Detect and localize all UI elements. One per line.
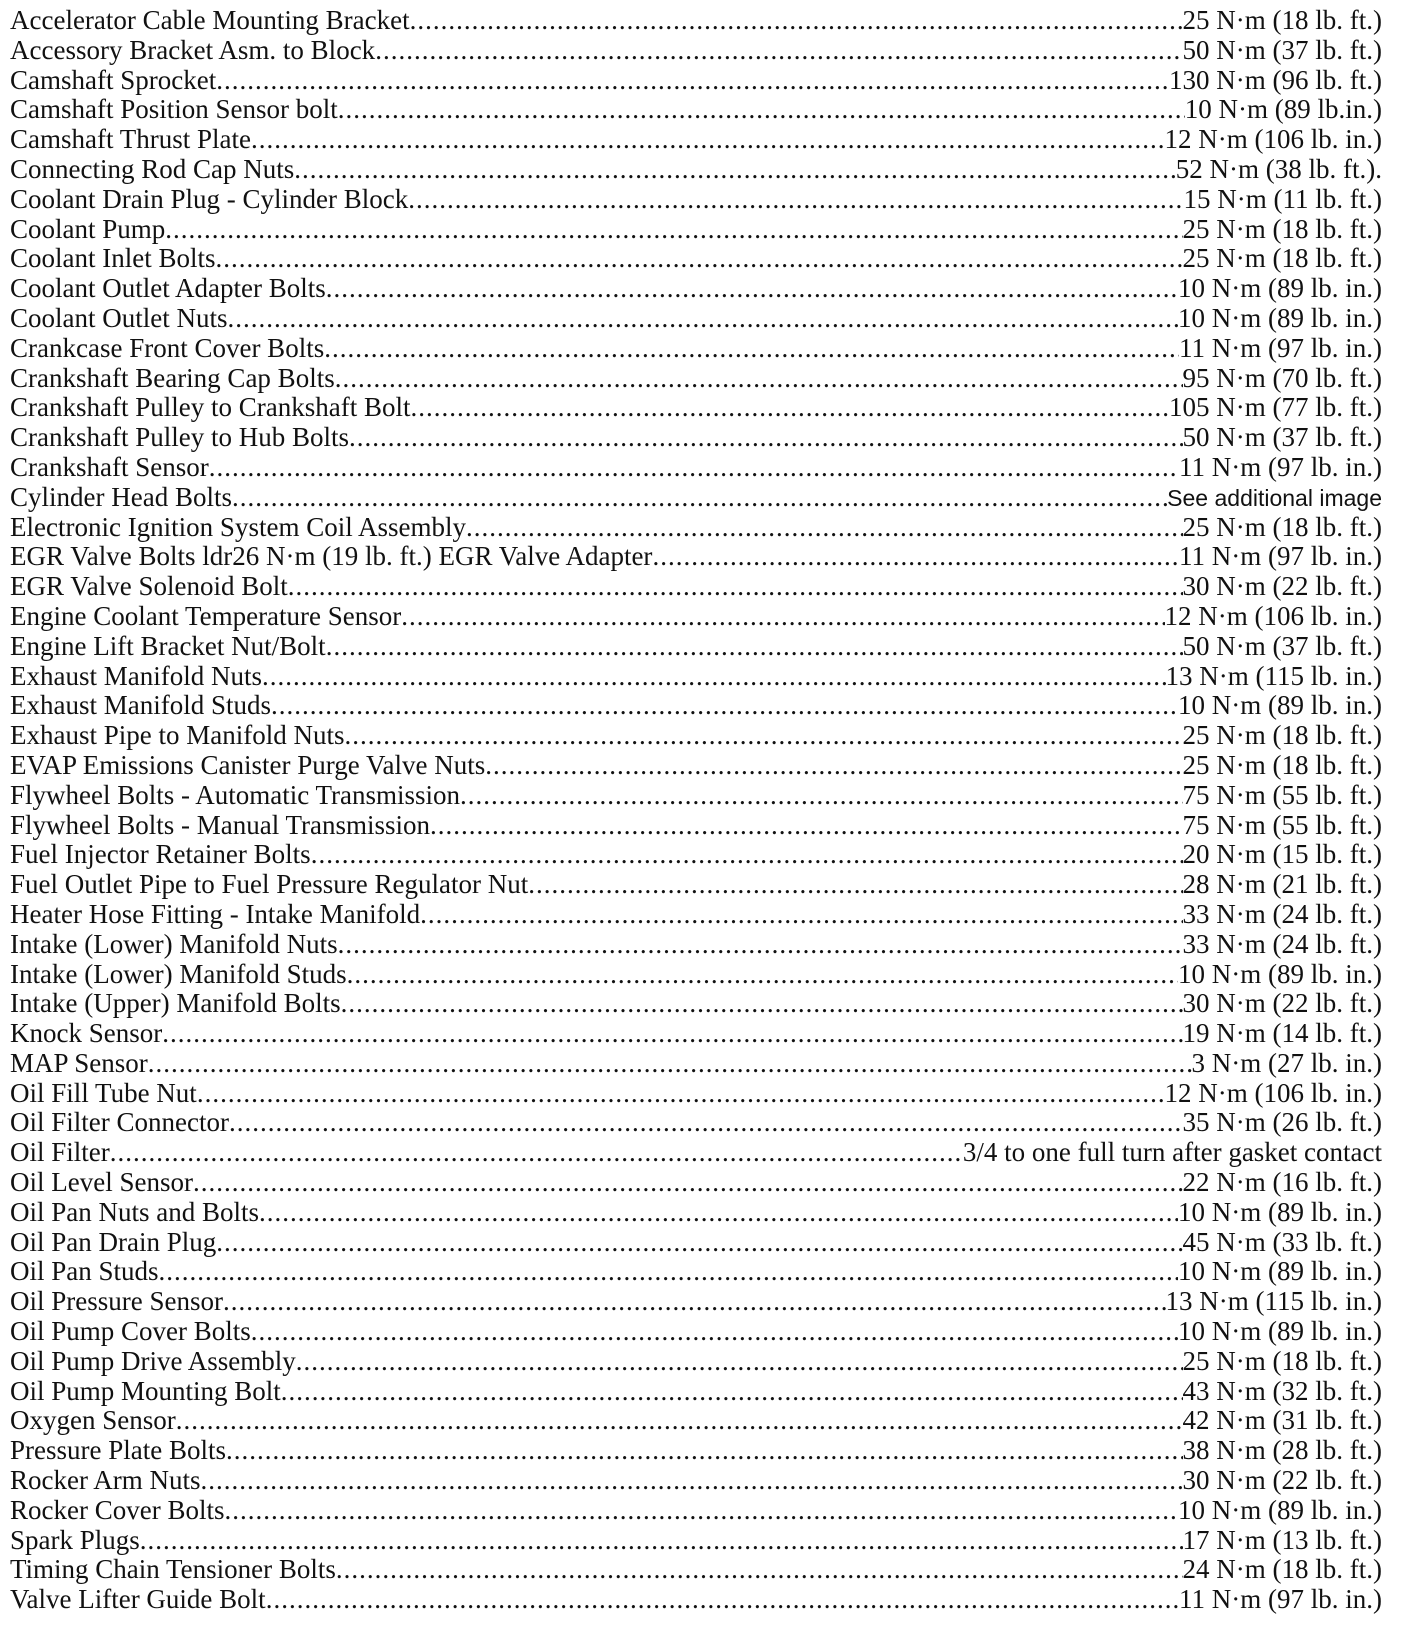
dot-leader <box>326 274 1178 304</box>
spec-name: Fuel Injector Retainer Bolts <box>10 840 311 870</box>
spec-row <box>10 751 1382 781</box>
dot-leader <box>296 1347 1183 1377</box>
spec-name: Intake (Upper) Manifold Bolts <box>10 989 341 1019</box>
spec-row <box>10 691 1382 721</box>
spec-name: EVAP Emissions Canister Purge Valve Nuts <box>10 750 486 780</box>
spec-value: 30 N·m (22 lb. ft.) <box>1182 989 1382 1019</box>
spec-row <box>10 304 1382 334</box>
spec-row <box>10 1287 1382 1317</box>
spec-row <box>10 900 1382 930</box>
spec-row <box>10 781 1382 811</box>
spec-row <box>10 513 1382 543</box>
torque-spec-list <box>10 6 1382 1615</box>
spec-name: Coolant Pump <box>10 214 166 244</box>
dot-leader <box>262 662 1166 692</box>
spec-row <box>10 1377 1382 1407</box>
spec-value: 11 N·m (97 lb. in.) <box>1179 333 1382 363</box>
spec-value: 105 N·m (77 lb. ft.) <box>1169 393 1382 423</box>
spec-row <box>10 960 1382 990</box>
spec-value: 75 N·m (55 lb. ft.) <box>1182 780 1382 810</box>
dot-leader <box>375 36 1182 66</box>
spec-name: Oil Pan Nuts and Bolts <box>10 1197 260 1227</box>
spec-value: 28 N·m (21 lb. ft.) <box>1182 870 1382 900</box>
spec-name: Intake (Lower) Manifold Studs <box>10 959 347 989</box>
dot-leader <box>401 602 1164 632</box>
spec-row <box>10 1466 1382 1496</box>
spec-value: 33 N·m (24 lb. ft.) <box>1182 899 1382 929</box>
spec-name: MAP Sensor <box>10 1048 148 1078</box>
spec-value: 45 N·m (33 lb. ft.) <box>1182 1227 1382 1257</box>
dot-leader <box>226 1436 1183 1466</box>
spec-value: 52 N·m (38 lb. ft.). <box>1175 154 1382 184</box>
spec-name: Crankshaft Pulley to Crankshaft Bolt <box>10 393 411 423</box>
spec-row <box>10 393 1382 423</box>
spec-name: Camshaft Sprocket <box>10 65 217 95</box>
dot-leader <box>338 930 1183 960</box>
dot-leader <box>251 1317 1178 1347</box>
spec-name: Oil Pan Drain Plug <box>10 1227 217 1257</box>
dot-leader <box>259 1198 1178 1228</box>
dot-leader <box>485 751 1182 781</box>
spec-row <box>10 1138 1382 1168</box>
dot-leader <box>110 1138 963 1168</box>
spec-row <box>10 1436 1382 1466</box>
spec-name: Oil Pan Studs <box>10 1257 159 1287</box>
spec-row <box>10 930 1382 960</box>
spec-name: Exhaust Pipe to Manifold Nuts <box>10 721 345 751</box>
spec-name: Camshaft Position Sensor bolt <box>10 95 338 125</box>
dot-leader <box>200 1466 1182 1496</box>
spec-value: 50 N·m (37 lb. ft.) <box>1182 35 1382 65</box>
spec-value: 43 N·m (32 lb. ft.) <box>1182 1376 1382 1406</box>
spec-value: 35 N·m (26 lb. ft.) <box>1182 1108 1382 1138</box>
spec-name: Oil Fill Tube Nut <box>10 1078 197 1108</box>
dot-leader <box>148 1049 1192 1079</box>
spec-value: 30 N·m (22 lb. ft.) <box>1182 572 1382 602</box>
spec-value: 75 N·m (55 lb. ft.) <box>1182 810 1382 840</box>
spec-name: Accelerator Cable Mounting Bracket <box>10 6 410 35</box>
spec-value: 10 N·m (89 lb. in.) <box>1178 1197 1382 1227</box>
spec-row <box>10 483 1382 513</box>
spec-name: Heater Hose Fitting - Intake Manifold <box>10 899 421 929</box>
spec-name: Flywheel Bolts - Manual Transmission <box>10 810 431 840</box>
spec-row <box>10 274 1382 304</box>
spec-value: 50 N·m (37 lb. ft.) <box>1182 631 1382 661</box>
spec-row <box>10 542 1382 572</box>
spec-value: 30 N·m (22 lb. ft.) <box>1182 1466 1382 1496</box>
spec-name: Oil Pump Cover Bolts <box>10 1317 251 1347</box>
spec-row <box>10 602 1382 632</box>
spec-name: Valve Lifter Guide Bolt <box>10 1585 266 1615</box>
spec-value: 25 N·m (18 lb. ft.) <box>1182 1346 1382 1376</box>
spec-row <box>10 632 1382 662</box>
dot-leader <box>251 125 1165 155</box>
dot-leader <box>420 900 1182 930</box>
spec-name: Engine Coolant Temperature Sensor <box>10 601 402 631</box>
spec-value: 10 N·m (89 lb. in.) <box>1178 1495 1382 1525</box>
spec-value: 10 N·m (89 lb.in.) <box>1184 95 1382 125</box>
spec-name: Intake (Lower) Manifold Nuts <box>10 929 338 959</box>
spec-name: Camshaft Thrust Plate <box>10 125 251 155</box>
spec-value: 33 N·m (24 lb. ft.) <box>1182 929 1382 959</box>
spec-row <box>10 1079 1382 1109</box>
spec-name: Spark Plugs <box>10 1525 140 1555</box>
spec-name: Exhaust Manifold Studs <box>10 691 271 721</box>
spec-value: 95 N·m (70 lb. ft.) <box>1182 363 1382 393</box>
spec-row <box>10 840 1382 870</box>
dot-leader <box>338 95 1185 125</box>
spec-value: 130 N·m (96 lb. ft.) <box>1169 65 1382 95</box>
dot-leader <box>216 244 1183 274</box>
spec-name: Accessory Bracket Asm. to Block <box>10 35 376 65</box>
spec-row <box>10 36 1382 66</box>
spec-name: Oxygen Sensor <box>10 1406 176 1436</box>
dot-leader <box>209 453 1179 483</box>
spec-name: Connecting Rod Cap Nuts <box>10 154 295 184</box>
dot-leader <box>224 1496 1178 1526</box>
spec-name: Timing Chain Tensioner Bolts <box>10 1555 336 1585</box>
spec-value: 10 N·m (89 lb. in.) <box>1178 303 1382 333</box>
spec-row <box>10 6 1382 36</box>
dot-leader <box>528 870 1182 900</box>
dot-leader <box>460 781 1182 811</box>
spec-value: 13 N·m (115 lb. in.) <box>1165 1287 1382 1317</box>
dot-leader <box>193 1168 1183 1198</box>
spec-row <box>10 155 1382 185</box>
dot-leader <box>232 483 1167 513</box>
spec-value: 25 N·m (18 lb. ft.) <box>1182 244 1382 274</box>
spec-row <box>10 1108 1382 1138</box>
spec-name: Pressure Plate Bolts <box>10 1436 226 1466</box>
dot-leader <box>281 1377 1183 1407</box>
spec-name: Coolant Drain Plug - Cylinder Block <box>10 184 409 214</box>
spec-value: 50 N·m (37 lb. ft.) <box>1182 423 1382 453</box>
dot-leader <box>229 1108 1183 1138</box>
spec-row <box>10 1526 1382 1556</box>
spec-name: Knock Sensor <box>10 1019 163 1049</box>
spec-row <box>10 1049 1382 1079</box>
spec-row <box>10 1198 1382 1228</box>
dot-leader <box>349 423 1183 453</box>
spec-value: 25 N·m (18 lb. ft.) <box>1182 512 1382 542</box>
spec-name: Crankshaft Sensor <box>10 452 209 482</box>
dot-leader <box>652 542 1179 572</box>
spec-name: Rocker Arm Nuts <box>10 1466 201 1496</box>
spec-value: 25 N·m (18 lb. ft.) <box>1182 6 1382 35</box>
spec-name: Engine Lift Bracket Nut/Bolt <box>10 631 326 661</box>
dot-leader <box>324 334 1179 364</box>
spec-name: Oil Level Sensor <box>10 1168 193 1198</box>
spec-row <box>10 989 1382 1019</box>
spec-row <box>10 572 1382 602</box>
spec-name: Coolant Inlet Bolts <box>10 244 216 274</box>
dot-leader <box>311 840 1183 870</box>
spec-row <box>10 185 1382 215</box>
spec-row <box>10 1347 1382 1377</box>
spec-row <box>10 1406 1382 1436</box>
spec-row <box>10 870 1382 900</box>
spec-value: 10 N·m (89 lb. in.) <box>1178 1317 1382 1347</box>
spec-name: EGR Valve Bolts ldr26 N·m (19 lb. ft.) EGR Valve Adapter <box>10 542 653 572</box>
dot-leader <box>410 6 1183 36</box>
spec-row <box>10 1228 1382 1258</box>
spec-value: 13 N·m (115 lb. in.) <box>1165 661 1382 691</box>
spec-value: 12 N·m (106 lb. in.) <box>1164 125 1382 155</box>
spec-row <box>10 364 1382 394</box>
spec-name: Coolant Outlet Nuts <box>10 303 228 333</box>
spec-value: 10 N·m (89 lb. in.) <box>1178 1257 1382 1287</box>
spec-name: Electronic Ignition System Coil Assembly <box>10 512 466 542</box>
dot-leader <box>176 1406 1183 1436</box>
spec-value: 24 N·m (18 lb. ft.) <box>1182 1555 1382 1585</box>
spec-row <box>10 95 1382 125</box>
spec-value: 10 N·m (89 lb. in.) <box>1178 691 1382 721</box>
dot-leader <box>165 215 1182 245</box>
spec-name: Rocker Cover Bolts <box>10 1495 225 1525</box>
spec-row <box>10 453 1382 483</box>
dot-leader <box>408 185 1183 215</box>
spec-row <box>10 125 1382 155</box>
spec-row <box>10 1168 1382 1198</box>
spec-value: 3/4 to one full turn after gasket contact <box>962 1138 1382 1168</box>
dot-leader <box>341 989 1183 1019</box>
dot-leader <box>159 1257 1178 1287</box>
dot-leader <box>344 721 1182 751</box>
dot-leader <box>430 811 1183 841</box>
spec-value: 22 N·m (16 lb. ft.) <box>1182 1168 1382 1198</box>
spec-value: 3 N·m (27 lb. in.) <box>1191 1048 1382 1078</box>
spec-name: Crankshaft Bearing Cap Bolts <box>10 363 335 393</box>
spec-value: 19 N·m (14 lb. ft.) <box>1182 1019 1382 1049</box>
dot-leader <box>266 1585 1179 1615</box>
dot-leader <box>335 364 1183 394</box>
spec-value: 25 N·m (18 lb. ft.) <box>1182 750 1382 780</box>
spec-row <box>10 721 1382 751</box>
spec-value: 17 N·m (13 lb. ft.) <box>1182 1525 1382 1555</box>
spec-name: EGR Valve Solenoid Bolt <box>10 572 288 602</box>
spec-row <box>10 215 1382 245</box>
dot-leader <box>466 513 1183 543</box>
dot-leader <box>347 960 1178 990</box>
dot-leader <box>197 1079 1165 1109</box>
spec-name: Crankcase Front Cover Bolts <box>10 333 325 363</box>
spec-value: 10 N·m (89 lb. in.) <box>1178 274 1382 304</box>
spec-value: 25 N·m (18 lb. ft.) <box>1182 214 1382 244</box>
spec-value: 12 N·m (106 lb. in.) <box>1164 601 1382 631</box>
spec-name: Cylinder Head Bolts <box>10 482 232 512</box>
spec-row <box>10 1257 1382 1287</box>
spec-row <box>10 1496 1382 1526</box>
spec-row <box>10 662 1382 692</box>
dot-leader <box>140 1526 1183 1556</box>
spec-name: Fuel Outlet Pipe to Fuel Pressure Regulator Nut <box>10 870 529 900</box>
spec-value: 11 N·m (97 lb. in.) <box>1179 542 1382 572</box>
spec-name: Flywheel Bolts - Automatic Transmission <box>10 780 461 810</box>
spec-value: 15 N·m (11 lb. ft.) <box>1183 184 1382 214</box>
dot-leader <box>216 66 1169 96</box>
spec-row <box>10 1019 1382 1049</box>
spec-row <box>10 811 1382 841</box>
spec-row <box>10 1555 1382 1585</box>
spec-name: Oil Pressure Sensor <box>10 1287 223 1317</box>
dot-leader <box>162 1019 1182 1049</box>
spec-value: 25 N·m (18 lb. ft.) <box>1182 721 1382 751</box>
dot-leader <box>228 304 1179 334</box>
dot-leader <box>223 1287 1166 1317</box>
spec-name: Oil Filter Connector <box>10 1108 229 1138</box>
spec-row <box>10 1317 1382 1347</box>
dot-leader <box>288 572 1183 602</box>
dot-leader <box>410 393 1169 423</box>
spec-name: Exhaust Manifold Nuts <box>10 661 262 691</box>
spec-row <box>10 423 1382 453</box>
spec-value: See additional image <box>1167 484 1382 511</box>
spec-row <box>10 334 1382 364</box>
spec-name: Crankshaft Pulley to Hub Bolts <box>10 423 349 453</box>
spec-value: 11 N·m (97 lb. in.) <box>1179 1585 1382 1615</box>
spec-name: Oil Pump Drive Assembly <box>10 1346 296 1376</box>
dot-leader <box>271 691 1178 721</box>
spec-value: 20 N·m (15 lb. ft.) <box>1182 840 1382 870</box>
spec-row <box>10 66 1382 96</box>
spec-name: Coolant Outlet Adapter Bolts <box>10 274 326 304</box>
dot-leader <box>336 1555 1183 1585</box>
dot-leader <box>326 632 1183 662</box>
spec-name: Oil Filter <box>10 1138 110 1168</box>
dot-leader <box>216 1228 1182 1258</box>
spec-value: 38 N·m (28 lb. ft.) <box>1182 1436 1382 1466</box>
spec-value: 12 N·m (106 lb. in.) <box>1164 1078 1382 1108</box>
spec-row <box>10 244 1382 274</box>
spec-value: 10 N·m (89 lb. in.) <box>1178 959 1382 989</box>
spec-row <box>10 1585 1382 1615</box>
spec-value: 11 N·m (97 lb. in.) <box>1179 452 1382 482</box>
spec-name: Oil Pump Mounting Bolt <box>10 1376 281 1406</box>
dot-leader <box>294 155 1176 185</box>
spec-value: 42 N·m (31 lb. ft.) <box>1182 1406 1382 1436</box>
